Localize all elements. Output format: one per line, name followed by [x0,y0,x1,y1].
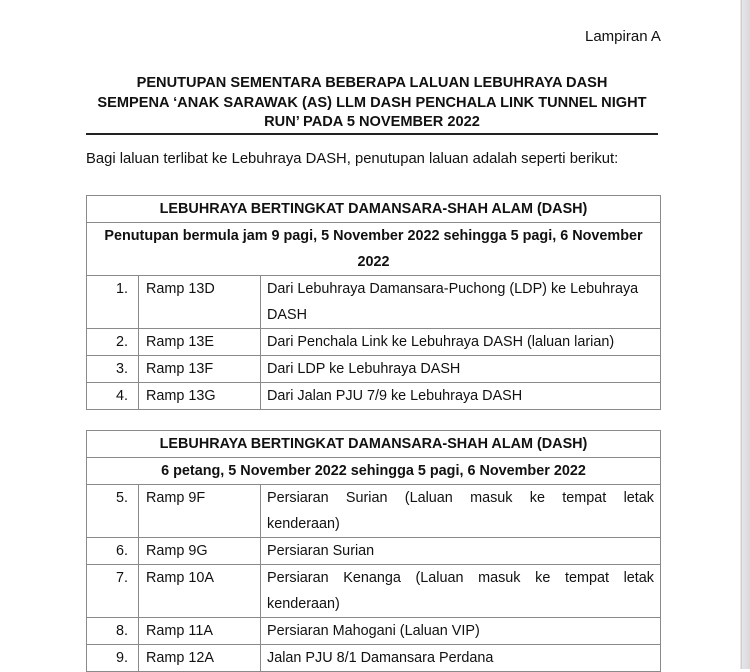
desc-word: Surian [345,490,388,506]
desc-line-justified [267,276,654,302]
desc-word: letak [623,570,654,586]
row-number: 7. [87,565,139,618]
desc-word: tempat [562,490,607,506]
ramp-name: Ramp 13E [139,329,261,356]
ramp-name: Ramp 10A [139,565,261,618]
route-description: Persiaran Surian [261,538,661,565]
table-header: LEBUHRAYA BERTINGKAT DAMANSARA-SHAH ALAM (DASH) [87,196,661,223]
table-subheader: 6 petang, 5 November 2022 sehingga 5 pagi, 6 November 2022 [87,458,661,485]
desc-word: (Laluan [415,570,464,586]
table-row [87,485,661,538]
table-row [87,645,661,672]
row-number: 5. [87,485,139,538]
ramp-name: Ramp 9F [139,485,261,538]
intro-paragraph: Bagi laluan terlibat ke Lebuhraya DASH, penutupan laluan adalah seperti berikut: [86,151,619,167]
table-subheader [87,223,661,276]
row-number: 1. [87,276,139,329]
table-row [87,565,661,618]
desc-word: masuk [470,490,513,506]
table-row [87,356,661,383]
closure-table-2 [86,430,661,672]
route-description: Jalan PJU 8/1 Damansara Perdana [261,645,661,672]
route-description: Dari LDP ke Lebuhraya DASH [261,356,661,383]
route-description [261,276,661,329]
desc-line: kenderaan) [267,596,340,612]
desc-word: ke [535,570,551,586]
title-line-3: RUN’ PADA 5 NOVEMBER 2022 [264,114,480,131]
table-row [87,383,661,410]
row-number: 4. [87,383,139,410]
table-row [87,329,661,356]
desc-word: Persiaran [267,490,329,506]
closure-table-1 [86,195,661,410]
route-description [261,565,661,618]
route-description: Dari Penchala Link ke Lebuhraya DASH (laluan larian) [261,329,661,356]
page-edge-line [741,0,742,669]
desc-word: masuk [478,570,521,586]
row-number: 2. [87,329,139,356]
ramp-name: Ramp 13D [139,276,261,329]
desc-line-justified [267,565,654,591]
desc-line-justified [267,485,654,511]
table-row [87,618,661,645]
table-row [87,538,661,565]
subheader-line-2: 2022 [357,254,390,270]
ramp-name: Ramp 13F [139,356,261,383]
ramp-name: Ramp 13G [139,383,261,410]
desc-text: Dari Lebuhraya Damansara-Puchong (LDP) ke Lebuhraya [267,281,639,297]
title-divider [86,133,658,135]
subheader-line-1: Penutupan bermula jam 9 pagi, 5 November 2022 sehingga 5 pagi, 6 November [104,228,643,244]
title-line-2: SEMPENA ‘ANAK SARAWAK (AS) LLM DASH PENCHALA LINK TUNNEL NIGHT [97,94,647,111]
desc-word: Kenanga [343,570,401,586]
ramp-name: Ramp 11A [139,618,261,645]
desc-line: DASH [267,307,307,323]
desc-word: tempat [564,570,609,586]
desc-word: letak [623,490,654,506]
desc-word: ke [529,490,545,506]
row-number: 8. [87,618,139,645]
row-number: 9. [87,645,139,672]
route-description: Dari Jalan PJU 7/9 ke Lebuhraya DASH [261,383,661,410]
table-header: LEBUHRAYA BERTINGKAT DAMANSARA-SHAH ALAM (DASH) [87,431,661,458]
row-number: 3. [87,356,139,383]
route-description [261,485,661,538]
title-line-1: PENUTUPAN SEMENTARA BEBERAPA LALUAN LEBUHRAYA DASH [136,75,608,91]
desc-line: kenderaan) [267,516,340,532]
ramp-name: Ramp 9G [139,538,261,565]
table-row [87,276,661,329]
document-title [86,74,658,133]
desc-word: Persiaran [267,570,329,586]
ramp-name: Ramp 12A [139,645,261,672]
row-number: 6. [87,538,139,565]
route-description: Persiaran Mahogani (Laluan VIP) [261,618,661,645]
appendix-label: Lampiran A [585,28,661,45]
desc-word: (Laluan [404,490,453,506]
